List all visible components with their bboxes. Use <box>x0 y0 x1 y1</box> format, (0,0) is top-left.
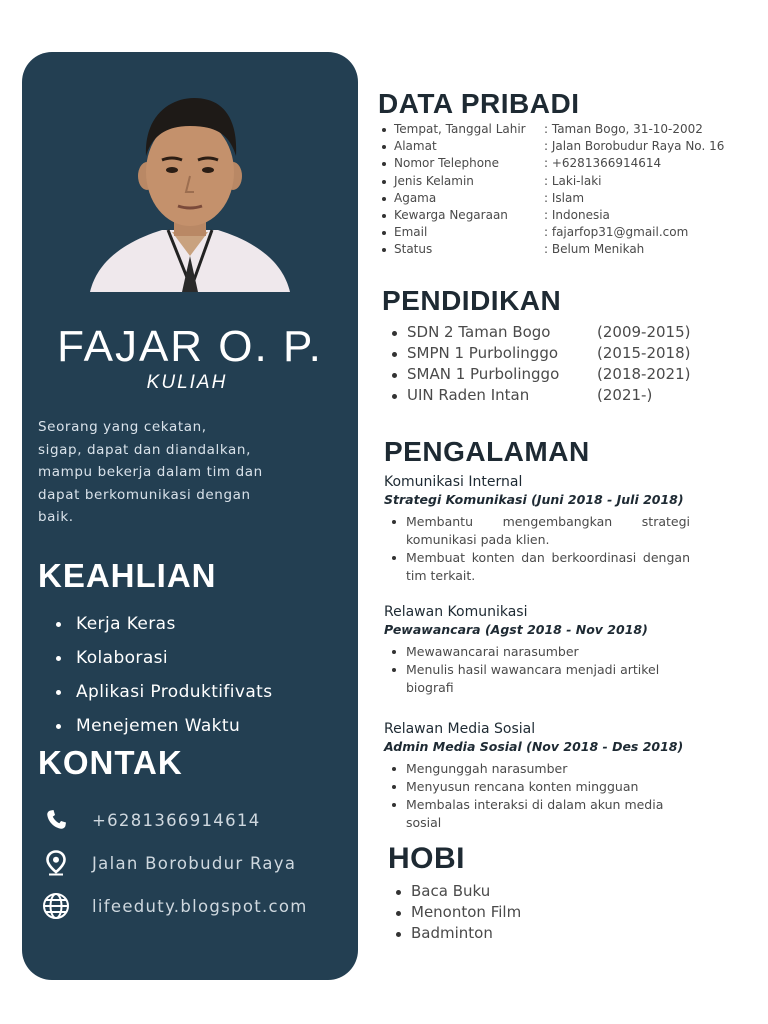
education-heading: PENDIDIKAN <box>382 285 562 316</box>
personal-data-row <box>380 138 724 155</box>
personal-data-value: : Jalan Borobudur Raya No. 16 <box>544 139 725 154</box>
summary-line: sigap, dapat dan diandalkan, <box>38 441 251 458</box>
contact-phone <box>42 806 261 834</box>
education-years: (2018-2021) <box>597 365 691 383</box>
education-years: (2009-2015) <box>597 323 691 341</box>
experience-title: Relawan Media Sosial <box>384 721 536 737</box>
profile-role: KULIAH <box>146 372 228 393</box>
summary-line: dapat berkomunikasi dengan <box>38 486 251 503</box>
phone-icon <box>42 806 70 834</box>
personal-data-value: : Taman Bogo, 31-10-2002 <box>544 122 703 136</box>
personal-data-value: : Belum Menikah <box>544 242 645 257</box>
experience-point: Membantu mengembangkan strategi komunikasi pada klien. <box>384 513 690 549</box>
contact-address-text: Jalan Borobudur Raya <box>92 853 297 873</box>
profile-summary <box>38 416 338 529</box>
personal-data-value: : Indonesia <box>544 207 610 222</box>
personal-data-label: Agama <box>394 190 437 205</box>
experience-title: Komunikasi Internal <box>384 474 523 490</box>
personal-data-value: : fajarfop31@gmail.com <box>544 225 689 240</box>
contact-address <box>42 849 296 877</box>
personal-data-label: Email <box>394 225 428 240</box>
personal-data-label: Tempat, Tanggal Lahir <box>394 122 526 136</box>
education-school: SMPN 1 Purbolinggo <box>407 344 559 362</box>
personal-data-label: Status <box>394 242 433 257</box>
education-item <box>390 385 690 406</box>
summary-line: baik. <box>38 509 74 525</box>
experience-title: Relawan Komunikasi <box>384 604 528 620</box>
skill-item: Kolaborasi <box>54 644 273 678</box>
experience-points <box>384 760 690 832</box>
personal-data-label: Alamat <box>394 139 437 154</box>
experience-point: Mewawancarai narasumber <box>384 643 690 661</box>
profile-panel <box>22 52 358 980</box>
experience-point: Menyusun rencana konten mingguan <box>384 778 690 796</box>
experience-point: Mengunggah narasumber <box>384 760 690 778</box>
experience-subtitle: Strategi Komunikasi (Juni 2018 - Juli 2018) <box>384 492 684 507</box>
experience-point: Membalas interaksi di dalam akun media sosial <box>384 796 690 832</box>
personal-data-label: Nomor Telephone <box>394 156 500 171</box>
personal-data-value: : +6281366914614 <box>544 156 662 171</box>
education-years: (2021-) <box>597 386 653 404</box>
experience-points <box>384 643 690 697</box>
personal-data-row <box>380 241 724 258</box>
hobby-item: Baca Buku <box>394 881 521 902</box>
skill-item: Aplikasi Produktifivats <box>54 678 273 712</box>
education-item <box>390 343 690 364</box>
contact-website-link[interactable]: lifeeduty.blogspot.com <box>92 896 308 916</box>
experience-point: Menulis hasil wawancara menjadi artikel biografi <box>384 661 690 697</box>
personal-data-row <box>380 155 724 172</box>
education-school: SMAN 1 Purbolinggo <box>407 365 560 383</box>
experience-subtitle: Pewawancara (Agst 2018 - Nov 2018) <box>384 622 648 637</box>
contact-heading: KONTAK <box>38 744 183 781</box>
experience-heading: PENGALAMAN <box>384 436 590 467</box>
personal-data-heading: DATA PRIBADI <box>378 88 580 119</box>
experience-item <box>384 720 690 832</box>
experience-point: Membuat konten dan berkoordinasi dengan tim terkait. <box>384 549 690 585</box>
hobbies-heading: HOBI <box>388 842 465 875</box>
personal-data-row <box>380 207 724 224</box>
experience-item <box>384 473 690 585</box>
education-years: (2015-2018) <box>597 344 691 362</box>
summary-line: Seorang yang cekatan, <box>38 419 207 435</box>
skills-heading: KEAHLIAN <box>38 557 217 594</box>
skill-item: Menejemen Waktu <box>54 712 273 746</box>
contact-website[interactable] <box>42 892 308 920</box>
summary-line: mampu bekerja dalam tim dan <box>38 464 263 480</box>
personal-data-row <box>380 173 724 190</box>
personal-data-label: Kewarga Negaraan <box>394 207 508 222</box>
experience-subtitle: Admin Media Sosial (Nov 2018 - Des 2018) <box>384 739 684 754</box>
personal-data-row <box>380 121 724 138</box>
globe-icon <box>42 892 70 920</box>
profile-photo <box>90 80 290 292</box>
personal-data-label: Jenis Kelamin <box>394 173 474 188</box>
personal-data-list <box>380 121 724 259</box>
location-pin-icon <box>42 849 70 877</box>
hobby-item: Menonton Film <box>394 902 521 923</box>
personal-data-value: : Laki-laki <box>544 173 602 188</box>
skill-item: Kerja Keras <box>54 610 273 644</box>
hobbies-list <box>394 881 521 944</box>
skills-list <box>54 610 273 746</box>
experience-item <box>384 603 690 697</box>
personal-data-row <box>380 190 724 207</box>
personal-data-row <box>380 224 724 241</box>
education-list <box>390 322 690 406</box>
profile-name: FAJAR O. P. <box>57 322 323 371</box>
hobby-item: Badminton <box>394 923 521 944</box>
education-school: UIN Raden Intan <box>407 386 530 404</box>
personal-data-value: : Islam <box>544 190 585 205</box>
education-school: SDN 2 Taman Bogo <box>407 323 551 341</box>
education-item <box>390 364 690 385</box>
contact-phone-text: +6281366914614 <box>92 810 261 830</box>
education-item <box>390 322 690 343</box>
experience-points <box>384 513 690 585</box>
